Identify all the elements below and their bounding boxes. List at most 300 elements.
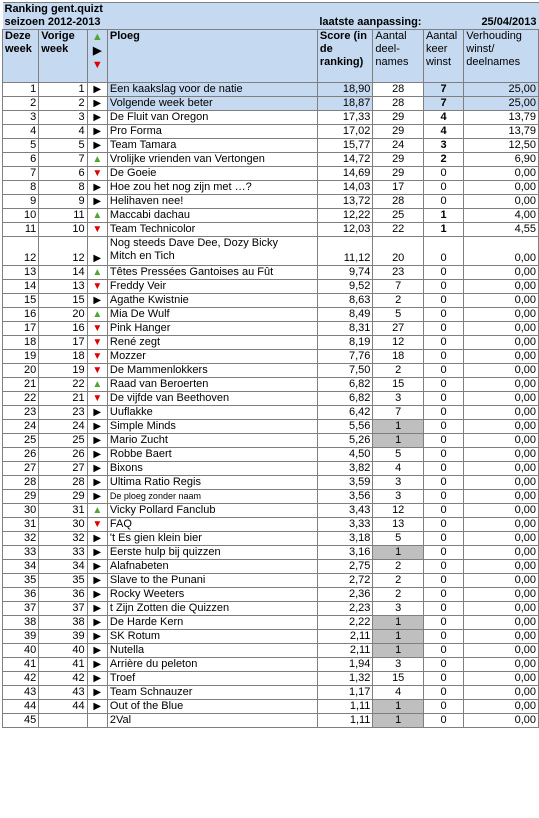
team-name: FAQ xyxy=(107,518,317,532)
score: 6,82 xyxy=(317,392,373,406)
winst: 0 xyxy=(423,392,463,406)
deelnames: 2 xyxy=(373,574,424,588)
rank-vorige-week: 4 xyxy=(39,125,87,139)
verhouding: 0,00 xyxy=(464,476,539,490)
score: 2,23 xyxy=(317,602,373,616)
winst: 0 xyxy=(423,237,463,266)
trend-up-icon: ▲ xyxy=(87,308,107,322)
rank-deze-week: 3 xyxy=(3,111,39,125)
table-row xyxy=(3,630,539,644)
rank-vorige-week: 27 xyxy=(39,462,87,476)
score: 8,19 xyxy=(317,336,373,350)
score: 8,31 xyxy=(317,322,373,336)
trend-down-icon: ▼ xyxy=(87,350,107,364)
rank-deze-week: 38 xyxy=(3,616,39,630)
table-row xyxy=(3,602,539,616)
rank-deze-week: 34 xyxy=(3,560,39,574)
rank-deze-week: 17 xyxy=(3,322,39,336)
table-row xyxy=(3,392,539,406)
deelnames: 13 xyxy=(373,518,424,532)
team-name: Mozzer xyxy=(107,350,317,364)
deelnames: 3 xyxy=(373,658,424,672)
table-row xyxy=(3,658,539,672)
winst: 0 xyxy=(423,560,463,574)
team-name: Robbe Baert xyxy=(107,448,317,462)
trend-same-icon: ▶ xyxy=(87,420,107,434)
rank-vorige-week: 17 xyxy=(39,336,87,350)
verhouding: 0,00 xyxy=(464,406,539,420)
table-row xyxy=(3,588,539,602)
ranking-sheet xyxy=(2,2,539,728)
deelnames: 1 xyxy=(373,644,424,658)
rank-vorige-week: 40 xyxy=(39,644,87,658)
deelnames: 12 xyxy=(373,504,424,518)
team-name-line1: Nog steeds Dave Dee, Dozy Bicky xyxy=(109,237,279,249)
team-name: De ploeg zonder naam xyxy=(107,490,317,504)
team-name: Team Schnauzer xyxy=(107,686,317,700)
rank-vorige-week: 44 xyxy=(39,700,87,714)
rank-vorige-week: 23 xyxy=(39,406,87,420)
table-row xyxy=(3,532,539,546)
rank-vorige-week: 41 xyxy=(39,658,87,672)
score: 3,56 xyxy=(317,490,373,504)
trend-same-icon: ▶ xyxy=(87,700,107,714)
rank-deze-week: 26 xyxy=(3,448,39,462)
verhouding: 0,00 xyxy=(464,490,539,504)
rank-deze-week: 11 xyxy=(3,223,39,237)
rank-vorige-week: 18 xyxy=(39,350,87,364)
trend-same-icon: ▶ xyxy=(87,434,107,448)
trend-up-icon: ▲ xyxy=(87,209,107,223)
verhouding: 0,00 xyxy=(464,195,539,209)
winst: 0 xyxy=(423,672,463,686)
trend-none-icon xyxy=(87,714,107,728)
trend-up-icon: ▲ xyxy=(87,378,107,392)
rank-vorige-week: 13 xyxy=(39,280,87,294)
rank-vorige-week: 35 xyxy=(39,574,87,588)
table-row xyxy=(3,574,539,588)
team-name: Agathe Kwistnie xyxy=(107,294,317,308)
verhouding: 0,00 xyxy=(464,378,539,392)
deelnames: 12 xyxy=(373,336,424,350)
deelnames: 2 xyxy=(373,294,424,308)
rank-deze-week: 25 xyxy=(3,434,39,448)
deelnames: 1 xyxy=(373,714,424,728)
table-row xyxy=(3,490,539,504)
rank-deze-week: 22 xyxy=(3,392,39,406)
team-name: Arrière du peleton xyxy=(107,658,317,672)
rank-vorige-week: 26 xyxy=(39,448,87,462)
table-row xyxy=(3,139,539,153)
score: 1,11 xyxy=(317,714,373,728)
rank-deze-week: 13 xyxy=(3,266,39,280)
winst: 0 xyxy=(423,364,463,378)
deelnames: 27 xyxy=(373,322,424,336)
deelnames: 1 xyxy=(373,546,424,560)
winst: 0 xyxy=(423,420,463,434)
rank-vorige-week: 37 xyxy=(39,602,87,616)
rank-deze-week: 20 xyxy=(3,364,39,378)
winst: 0 xyxy=(423,644,463,658)
rank-deze-week: 42 xyxy=(3,672,39,686)
verhouding: 0,00 xyxy=(464,672,539,686)
deelnames: 18 xyxy=(373,350,424,364)
deelnames: 15 xyxy=(373,672,424,686)
winst: 0 xyxy=(423,630,463,644)
team-name: Nutella xyxy=(107,644,317,658)
score: 15,77 xyxy=(317,139,373,153)
trend-same-icon: ▶ xyxy=(87,476,107,490)
rank-deze-week: 24 xyxy=(3,420,39,434)
table-row xyxy=(3,266,539,280)
winst: 3 xyxy=(423,139,463,153)
deelnames: 15 xyxy=(373,378,424,392)
deelnames: 28 xyxy=(373,83,424,97)
rank-deze-week: 29 xyxy=(3,490,39,504)
verhouding: 0,00 xyxy=(464,294,539,308)
rank-deze-week: 1 xyxy=(3,83,39,97)
score: 2,11 xyxy=(317,630,373,644)
deelnames: 29 xyxy=(373,125,424,139)
winst: 0 xyxy=(423,574,463,588)
score: 7,76 xyxy=(317,350,373,364)
trend-down-icon: ▼ xyxy=(87,280,107,294)
rank-vorige-week xyxy=(39,714,87,728)
deelnames: 20 xyxy=(373,237,424,266)
verhouding: 0,00 xyxy=(464,532,539,546)
deelnames: 1 xyxy=(373,630,424,644)
table-row xyxy=(3,476,539,490)
table-row xyxy=(3,237,539,266)
team-name: SK Rotum xyxy=(107,630,317,644)
verhouding: 0,00 xyxy=(464,560,539,574)
trend-down-icon: ▼ xyxy=(87,167,107,181)
rank-vorige-week: 24 xyxy=(39,420,87,434)
rank-deze-week: 28 xyxy=(3,476,39,490)
verhouding: 0,00 xyxy=(464,546,539,560)
rank-deze-week: 4 xyxy=(3,125,39,139)
verhouding: 4,55 xyxy=(464,223,539,237)
deelnames: 5 xyxy=(373,532,424,546)
rank-vorige-week: 2 xyxy=(39,97,87,111)
trend-same-icon: ▶ xyxy=(87,574,107,588)
rank-deze-week: 7 xyxy=(3,167,39,181)
legend-same-arrow-icon: ▶ xyxy=(93,45,102,57)
rank-vorige-week: 15 xyxy=(39,294,87,308)
deelnames: 28 xyxy=(373,195,424,209)
team-name: Team Tamara xyxy=(107,139,317,153)
verhouding: 25,00 xyxy=(464,97,539,111)
rank-vorige-week: 9 xyxy=(39,195,87,209)
col-header-score: Score (in de ranking) xyxy=(317,30,373,83)
trend-same-icon: ▶ xyxy=(87,686,107,700)
winst: 0 xyxy=(423,476,463,490)
table-row xyxy=(3,336,539,350)
rank-vorige-week: 38 xyxy=(39,616,87,630)
verhouding: 0,00 xyxy=(464,322,539,336)
table-row xyxy=(3,294,539,308)
deelnames: 29 xyxy=(373,167,424,181)
verhouding: 6,90 xyxy=(464,153,539,167)
rank-deze-week: 32 xyxy=(3,532,39,546)
team-name: Rocky Weeters xyxy=(107,588,317,602)
rank-deze-week: 9 xyxy=(3,195,39,209)
rank-deze-week: 30 xyxy=(3,504,39,518)
table-row xyxy=(3,700,539,714)
verhouding: 0,00 xyxy=(464,280,539,294)
verhouding: 13,79 xyxy=(464,111,539,125)
rank-deze-week: 14 xyxy=(3,280,39,294)
table-row xyxy=(3,686,539,700)
table-row xyxy=(3,322,539,336)
deelnames: 28 xyxy=(373,97,424,111)
winst: 0 xyxy=(423,350,463,364)
score: 13,72 xyxy=(317,195,373,209)
deelnames: 23 xyxy=(373,266,424,280)
score: 7,50 xyxy=(317,364,373,378)
score: 1,11 xyxy=(317,700,373,714)
rank-vorige-week: 39 xyxy=(39,630,87,644)
score: 8,49 xyxy=(317,308,373,322)
rank-vorige-week: 25 xyxy=(39,434,87,448)
verhouding: 12,50 xyxy=(464,139,539,153)
verhouding: 0,00 xyxy=(464,434,539,448)
deelnames: 29 xyxy=(373,153,424,167)
verhouding: 0,00 xyxy=(464,266,539,280)
deelnames: 3 xyxy=(373,490,424,504)
rank-vorige-week: 29 xyxy=(39,490,87,504)
rank-vorige-week: 20 xyxy=(39,308,87,322)
rank-vorige-week: 34 xyxy=(39,560,87,574)
team-name-line2: Mitch en Tich xyxy=(109,250,175,262)
table-row xyxy=(3,280,539,294)
sheet-title: Ranking gent.quizt xyxy=(3,3,373,17)
rank-deze-week: 2 xyxy=(3,97,39,111)
table-row xyxy=(3,616,539,630)
verhouding: 0,00 xyxy=(464,392,539,406)
verhouding: 0,00 xyxy=(464,504,539,518)
rank-deze-week: 6 xyxy=(3,153,39,167)
score: 14,72 xyxy=(317,153,373,167)
verhouding: 0,00 xyxy=(464,420,539,434)
trend-down-icon: ▼ xyxy=(87,364,107,378)
verhouding: 0,00 xyxy=(464,602,539,616)
rank-vorige-week: 36 xyxy=(39,588,87,602)
rank-deze-week: 31 xyxy=(3,518,39,532)
trend-up-icon: ▲ xyxy=(87,153,107,167)
team-name: Een kaakslag voor de natie xyxy=(107,83,317,97)
team-name: Pro Forma xyxy=(107,125,317,139)
col-header-trend xyxy=(87,30,107,83)
verhouding: 0,00 xyxy=(464,658,539,672)
score: 9,74 xyxy=(317,266,373,280)
winst: 0 xyxy=(423,518,463,532)
team-name: Troef xyxy=(107,672,317,686)
season-label: seizoen 2012-2013 xyxy=(3,16,318,30)
winst: 0 xyxy=(423,490,463,504)
verhouding: 0,00 xyxy=(464,336,539,350)
score: 4,50 xyxy=(317,448,373,462)
col-header-deze-week: Deze week xyxy=(3,30,39,83)
rank-deze-week: 40 xyxy=(3,644,39,658)
team-name: René zegt xyxy=(107,336,317,350)
rank-deze-week: 23 xyxy=(3,406,39,420)
team-name: Ultima Ratio Regis xyxy=(107,476,317,490)
deelnames: 4 xyxy=(373,462,424,476)
team-name: Mia De Wulf xyxy=(107,308,317,322)
score: 12,22 xyxy=(317,209,373,223)
rank-vorige-week: 30 xyxy=(39,518,87,532)
team-name: Uuflakke xyxy=(107,406,317,420)
deelnames: 22 xyxy=(373,223,424,237)
deelnames: 1 xyxy=(373,700,424,714)
verhouding: 0,00 xyxy=(464,714,539,728)
rank-deze-week: 27 xyxy=(3,462,39,476)
rank-deze-week: 45 xyxy=(3,714,39,728)
trend-same-icon: ▶ xyxy=(87,616,107,630)
col-header-verhouding: Verhouding winst/ deelnames xyxy=(464,30,539,83)
team-name: Simple Minds xyxy=(107,420,317,434)
score: 14,69 xyxy=(317,167,373,181)
table-row xyxy=(3,223,539,237)
team-name: Maccabi dachau xyxy=(107,209,317,223)
trend-down-icon: ▼ xyxy=(87,322,107,336)
trend-same-icon: ▶ xyxy=(87,672,107,686)
verhouding: 0,00 xyxy=(464,518,539,532)
trend-same-icon: ▶ xyxy=(87,532,107,546)
winst: 0 xyxy=(423,167,463,181)
verhouding: 0,00 xyxy=(464,308,539,322)
winst: 0 xyxy=(423,504,463,518)
score: 3,33 xyxy=(317,518,373,532)
trend-same-icon: ▶ xyxy=(87,588,107,602)
table-row xyxy=(3,560,539,574)
verhouding: 0,00 xyxy=(464,181,539,195)
score: 3,16 xyxy=(317,546,373,560)
score: 6,82 xyxy=(317,378,373,392)
col-header-deelnames: Aantal deel- names xyxy=(373,30,424,83)
winst: 0 xyxy=(423,462,463,476)
team-name: Eerste hulp bij quizzen xyxy=(107,546,317,560)
table-row xyxy=(3,378,539,392)
rank-vorige-week: 42 xyxy=(39,672,87,686)
team-name: Hoe zou het nog zijn met …? xyxy=(107,181,317,195)
winst: 0 xyxy=(423,294,463,308)
rank-vorige-week: 6 xyxy=(39,167,87,181)
rank-deze-week: 15 xyxy=(3,294,39,308)
score: 3,82 xyxy=(317,462,373,476)
rank-vorige-week: 3 xyxy=(39,111,87,125)
trend-same-icon: ▶ xyxy=(87,490,107,504)
winst: 4 xyxy=(423,125,463,139)
rank-deze-week: 35 xyxy=(3,574,39,588)
score: 14,03 xyxy=(317,181,373,195)
team-name: De Fluit van Oregon xyxy=(107,111,317,125)
winst: 0 xyxy=(423,714,463,728)
deelnames: 3 xyxy=(373,602,424,616)
score: 3,59 xyxy=(317,476,373,490)
winst: 0 xyxy=(423,448,463,462)
verhouding: 0,00 xyxy=(464,574,539,588)
team-name: Out of the Blue xyxy=(107,700,317,714)
table-row xyxy=(3,83,539,97)
verhouding: 25,00 xyxy=(464,83,539,97)
trend-up-icon: ▲ xyxy=(87,504,107,518)
rank-vorige-week: 43 xyxy=(39,686,87,700)
score: 2,22 xyxy=(317,616,373,630)
team-name: Mario Zucht xyxy=(107,434,317,448)
rank-vorige-week: 14 xyxy=(39,266,87,280)
table-row xyxy=(3,167,539,181)
rank-vorige-week: 10 xyxy=(39,223,87,237)
table-row xyxy=(3,644,539,658)
rank-vorige-week: 28 xyxy=(39,476,87,490)
winst: 0 xyxy=(423,181,463,195)
verhouding: 0,00 xyxy=(464,167,539,181)
score: 3,43 xyxy=(317,504,373,518)
rank-deze-week: 36 xyxy=(3,588,39,602)
col-header-winst: Aantal keer winst xyxy=(423,30,463,83)
team-name: Bixons xyxy=(107,462,317,476)
score: 5,26 xyxy=(317,434,373,448)
team-name: Freddy Veir xyxy=(107,280,317,294)
trend-same-icon: ▶ xyxy=(87,448,107,462)
last-update-date: 25/04/2013 xyxy=(423,16,538,30)
rank-vorige-week: 31 xyxy=(39,504,87,518)
deelnames: 2 xyxy=(373,560,424,574)
trend-down-icon: ▼ xyxy=(87,518,107,532)
winst: 0 xyxy=(423,336,463,350)
col-header-ploeg: Ploeg xyxy=(107,30,317,83)
trend-same-icon: ▶ xyxy=(87,462,107,476)
score: 6,42 xyxy=(317,406,373,420)
table-row xyxy=(3,350,539,364)
score: 1,17 xyxy=(317,686,373,700)
trend-same-icon: ▶ xyxy=(87,139,107,153)
score: 3,18 xyxy=(317,532,373,546)
trend-same-icon: ▶ xyxy=(87,630,107,644)
team-name: Raad van Beroerten xyxy=(107,378,317,392)
table-row xyxy=(3,462,539,476)
team-name: Pink Hanger xyxy=(107,322,317,336)
table-row xyxy=(3,195,539,209)
winst: 0 xyxy=(423,322,463,336)
verhouding: 0,00 xyxy=(464,686,539,700)
deelnames: 1 xyxy=(373,434,424,448)
winst: 2 xyxy=(423,153,463,167)
verhouding: 0,00 xyxy=(464,462,539,476)
rank-deze-week: 5 xyxy=(3,139,39,153)
rank-deze-week: 39 xyxy=(3,630,39,644)
table-row xyxy=(3,504,539,518)
rank-vorige-week: 8 xyxy=(39,181,87,195)
rank-deze-week: 8 xyxy=(3,181,39,195)
rank-deze-week: 12 xyxy=(3,237,39,266)
trend-same-icon: ▶ xyxy=(87,83,107,97)
score: 5,56 xyxy=(317,420,373,434)
winst: 0 xyxy=(423,686,463,700)
trend-same-icon: ▶ xyxy=(87,195,107,209)
team-name: De vijfde van Beethoven xyxy=(107,392,317,406)
rank-deze-week: 41 xyxy=(3,658,39,672)
winst: 0 xyxy=(423,308,463,322)
table-row xyxy=(3,111,539,125)
trend-same-icon: ▶ xyxy=(87,97,107,111)
rank-vorige-week: 21 xyxy=(39,392,87,406)
rank-vorige-week: 11 xyxy=(39,209,87,223)
trend-same-icon: ▶ xyxy=(87,658,107,672)
verhouding: 13,79 xyxy=(464,125,539,139)
